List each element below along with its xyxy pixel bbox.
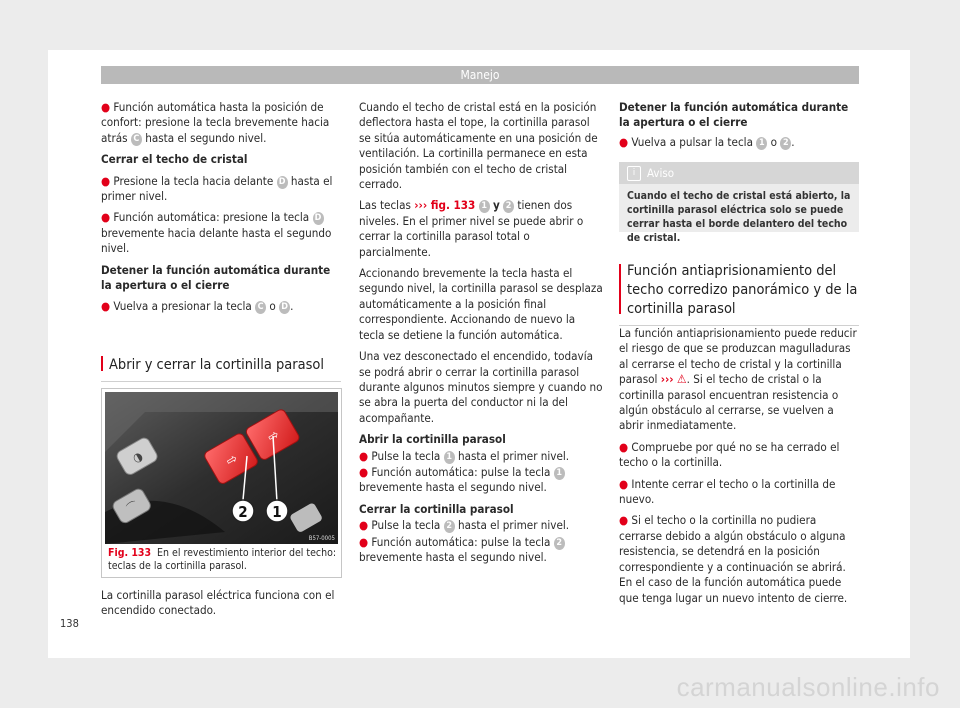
paragraph-antipinch	[619, 326, 859, 434]
key-badge: 2	[444, 520, 455, 533]
text: Intente cerrar el techo o la cortinilla de nuevo.	[619, 476, 836, 507]
note-box	[619, 162, 859, 244]
text: Función automática: pulse la tecla	[371, 464, 551, 479]
text: .	[791, 134, 795, 149]
section-heading-left	[101, 356, 341, 382]
bullet-icon: ●	[101, 100, 111, 114]
text: La función antiaprisionamiento puede reducir el riesgo de que se produzcan magulladuras al cerrarse el techo de cristal y la cortinilla parasol	[619, 326, 857, 387]
subheading-stop: Detener la función automática durante la apertura o el cierre	[101, 262, 331, 293]
watermark: carmanualsonline.info	[676, 672, 940, 702]
key-badge: 1	[554, 467, 565, 480]
bullet-icon: ●	[619, 134, 629, 149]
text: hasta el primer nivel.	[101, 173, 333, 204]
key-badge: 1	[444, 451, 455, 464]
text: . Si el techo de cristal o la cortinilla parasol encuentran resistencia o algún obstáculo al cerrarse, se vuelven a abrir inmediatamente.	[619, 372, 839, 433]
bullet-close-shade-2	[359, 535, 603, 566]
figure-link[interactable]: ››› fig. 133	[414, 198, 476, 213]
accent-bar	[101, 356, 103, 371]
figure-code: B57-0005	[308, 535, 335, 542]
paragraph-1: Cuando el techo de cristal está en la posición deflectora hasta el tope, la cortinilla parasol se sitúa automáticamente en una posición de ventilación. La cortinilla permanece en esta posición también con el techo de cristal cerrado.	[359, 100, 598, 192]
key-badge: 2	[503, 200, 514, 213]
key-badge: 1	[756, 137, 767, 150]
bullet-close-shade-1	[359, 518, 603, 533]
text: brevemente hasta el segundo nivel.	[359, 549, 547, 564]
accent-bar	[619, 264, 621, 314]
key-badge: 2	[554, 537, 565, 550]
paragraph: La cortinilla parasol eléctrica funciona con el encendido conectado.	[101, 588, 335, 618]
text: o	[770, 134, 777, 149]
key-badge: D	[279, 301, 290, 314]
key-badge: C	[131, 133, 142, 146]
text: brevemente hasta el segundo nivel.	[359, 480, 547, 495]
paragraph-4: Una vez desconectado el encendido, todavía se podrá abrir o cerrar la cortinilla parasol durante algunos minutos siempre y cuando no se abra la puerta del conductor ni la del acompañante.	[359, 349, 603, 425]
bullet-icon: ●	[619, 439, 629, 454]
text: hasta el primer nivel.	[457, 518, 570, 533]
caption-text: En el revestimiento interior del techo: teclas de la cortinilla parasol.	[108, 547, 337, 572]
text: y	[492, 198, 500, 213]
bullet-icon: ●	[619, 476, 629, 491]
subheading-close: Cerrar el techo de cristal	[101, 152, 248, 167]
note-title: Aviso	[647, 166, 675, 180]
bullet-close-1	[101, 174, 341, 205]
key-badge: 1	[479, 200, 490, 213]
text: Función automática: presione la tecla	[113, 210, 310, 225]
bullet-icon: ●	[359, 534, 369, 549]
bullet-icon: ●	[359, 448, 369, 463]
roof-console-illustration	[105, 392, 338, 544]
bullet-icon: ●	[619, 513, 629, 528]
text: Pulse la tecla	[371, 448, 441, 463]
bullet-open-1	[359, 449, 603, 464]
text: Función automática hasta la posición de confort: presione la tecla brevemente hacia atrás	[101, 100, 330, 145]
text: o	[269, 299, 276, 314]
bullet-comfort	[101, 100, 341, 146]
key-badge: D	[313, 212, 324, 225]
svg-text:⌒: ⌒	[124, 498, 141, 516]
note-body: Cuando el techo de cristal está abierto, la cortinilla parasol eléctrica solo se puede cerrar hasta el borde delantero del techo de cristal.	[627, 190, 851, 244]
figure-photo	[105, 392, 338, 544]
section-title-text: Abrir y cerrar la cortinilla parasol	[109, 357, 325, 373]
bullet-icon: ●	[359, 464, 369, 479]
bullet-stop-shade	[619, 135, 859, 150]
bullet-obstacle	[619, 513, 859, 605]
bullet-icon: ●	[101, 299, 111, 314]
column-right	[619, 100, 859, 156]
text: hasta el primer nivel.	[457, 448, 570, 463]
bullet-stop	[101, 299, 341, 314]
subheading-close-shade: Cerrar la cortinilla parasol	[359, 501, 514, 516]
info-icon: i	[627, 166, 641, 181]
text: .	[290, 299, 294, 314]
bullet-check	[619, 440, 859, 471]
figure-label: Fig. 133	[108, 547, 152, 559]
svg-text:◑: ◑	[130, 448, 146, 466]
text: Pulse la tecla	[371, 518, 441, 533]
bullet-icon: ●	[101, 173, 111, 188]
svg-text:⇨: ⇨	[223, 450, 241, 470]
subheading-open: Abrir la cortinilla parasol	[359, 432, 506, 447]
bullet-icon: ●	[359, 518, 369, 533]
text: Si el techo o la cortinilla no pudiera cerrarse debido a algún obstáculo o alguna resistencia, se detendrá en la posición correspondiente y a continuación se abrirá. En el caso de la función automática puede que tenga lugar un nuevo intento de cierre.	[619, 513, 848, 605]
key-badge: D	[277, 176, 288, 189]
figure-caption	[108, 547, 338, 573]
paragraph-3: Accionando brevemente la tecla hasta el segundo nivel, la cortinilla parasol se desplaza automáticamente a la posición final correspondiente. Accionando de nuevo la tecla se detiene la función automática.	[359, 266, 603, 342]
subheading-stop-shade: Detener la función automática durante la apertura o el cierre	[619, 100, 849, 130]
section-heading-right	[619, 262, 859, 326]
column-middle	[359, 100, 603, 571]
key-badge: 2	[780, 137, 791, 150]
column-right-body	[619, 326, 859, 612]
text: Compruebe por qué no se ha cerrado el techo o la cortinilla.	[619, 439, 840, 470]
text: brevemente hacia delante hasta el segundo nivel.	[101, 225, 332, 256]
after-figure-text	[101, 588, 341, 625]
note-header	[619, 162, 859, 184]
page-number: 138	[60, 617, 79, 630]
figure-133	[101, 388, 342, 578]
text: Presione la tecla hacia delante	[113, 173, 274, 188]
bullet-retry	[619, 477, 859, 508]
warning-link[interactable]: ›››	[660, 372, 674, 387]
paragraph-2	[359, 198, 603, 260]
callout-2: 2	[238, 503, 248, 521]
bullet-close-2	[101, 210, 341, 256]
warning-icon: ⚠	[676, 372, 687, 387]
text: hasta el segundo nivel.	[145, 130, 267, 145]
section-title	[619, 262, 859, 326]
page-header: Manejo	[101, 66, 859, 84]
bullet-open-2	[359, 465, 603, 496]
section-title	[101, 356, 341, 382]
callout-1: 1	[272, 503, 282, 521]
key-badge: C	[255, 301, 266, 314]
text: Función automática: pulse la tecla	[371, 534, 551, 549]
bullet-icon: ●	[101, 210, 111, 225]
text: tienen dos niveles. En el primer nivel se puede abrir o cerrar la cortinilla parasol total o parcialmente.	[359, 198, 584, 259]
text: Las teclas	[359, 198, 411, 213]
text: Vuelva a presionar la tecla	[113, 299, 252, 314]
text: Vuelva a pulsar la tecla	[631, 134, 753, 149]
section-title-text: Función antiaprisionamiento del techo corredizo panorámico y de la cortinilla parasol	[627, 263, 858, 317]
column-left	[101, 100, 341, 321]
